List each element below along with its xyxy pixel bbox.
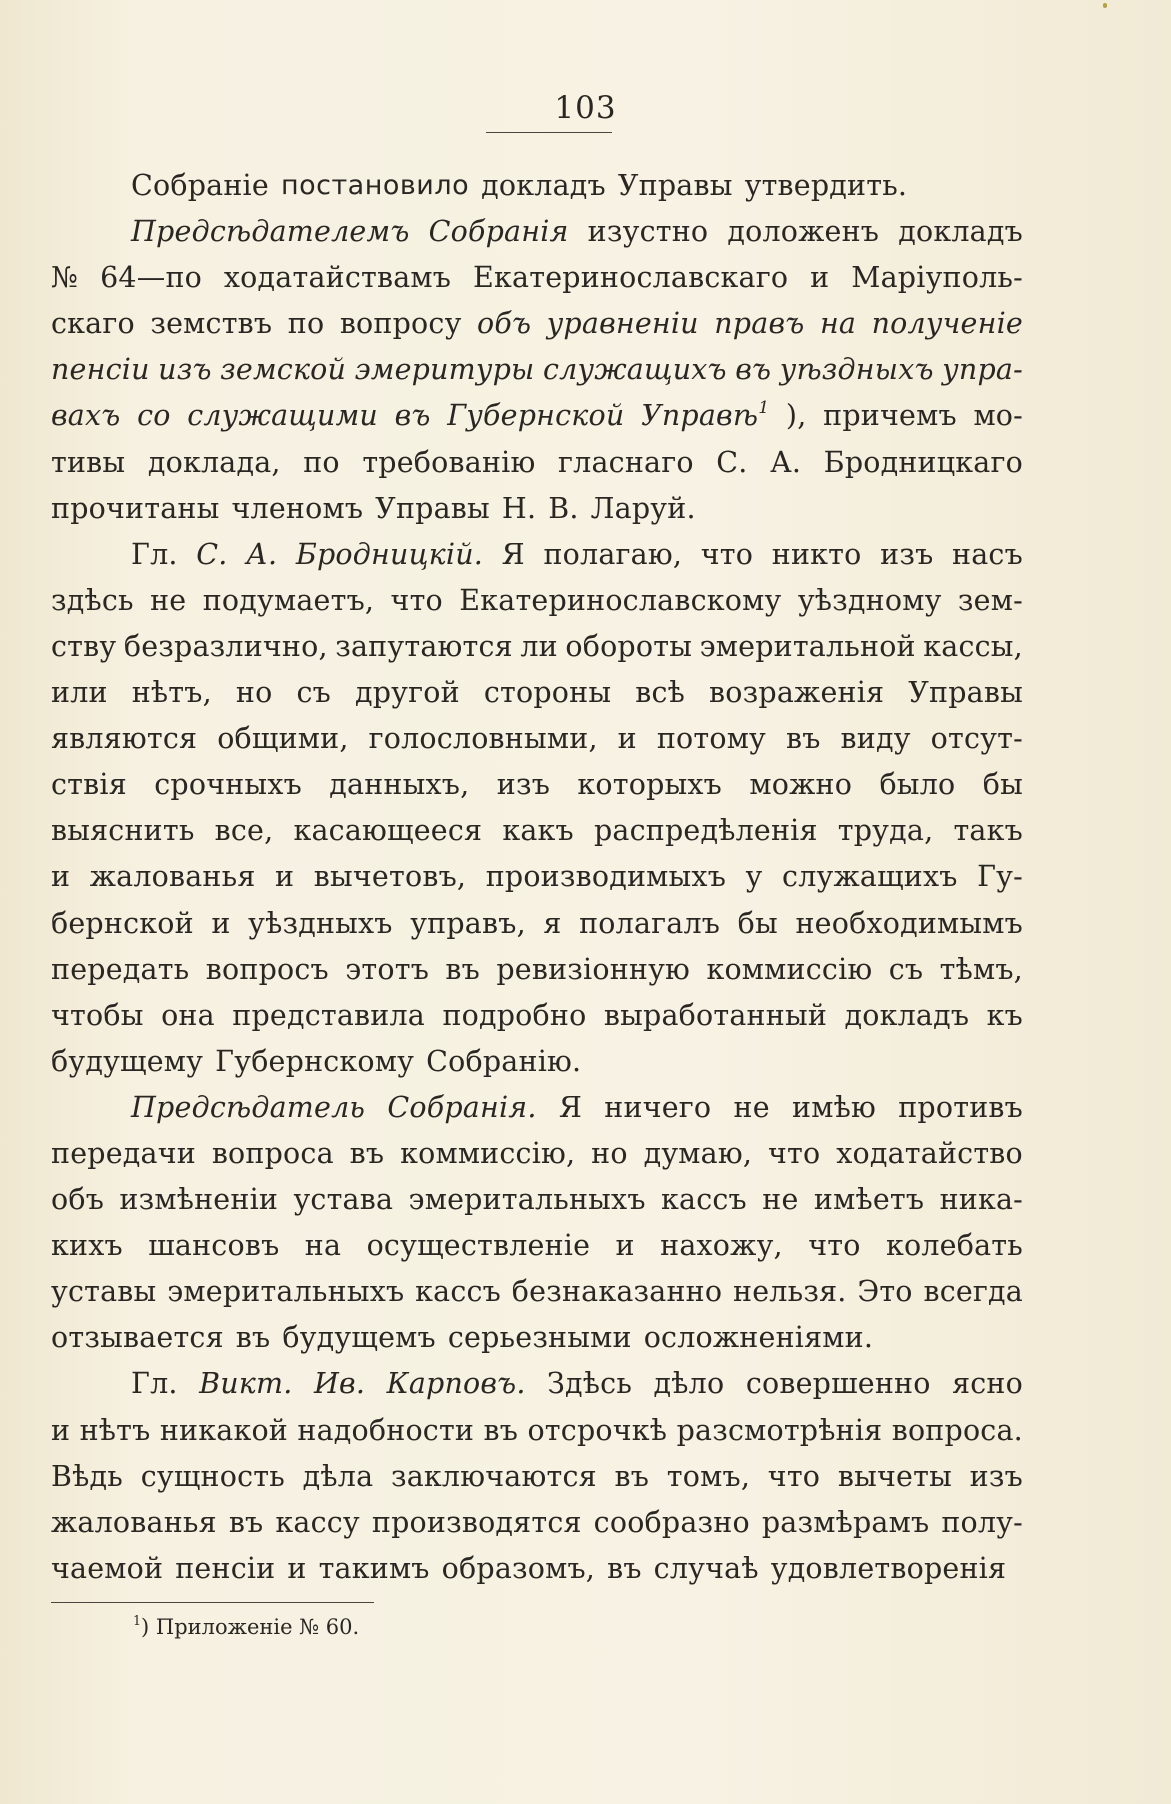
word: въ xyxy=(235,1321,271,1355)
text-line xyxy=(51,1546,1023,1592)
word: причемъ xyxy=(823,399,957,433)
word: другой xyxy=(354,676,460,710)
word: доклада, xyxy=(147,445,281,479)
word: имѣетъ xyxy=(813,1183,925,1217)
word: вопроса. xyxy=(891,1413,1023,1447)
word: необходимымъ xyxy=(795,906,1023,940)
text-line xyxy=(51,947,1023,993)
word: можно xyxy=(749,768,853,802)
text-line xyxy=(51,1454,1023,1500)
word: и xyxy=(810,261,830,295)
text-line xyxy=(51,1223,1023,1269)
word: служащими xyxy=(187,399,378,433)
word: колебать xyxy=(885,1229,1023,1263)
text-line xyxy=(51,532,1023,578)
word: не xyxy=(762,1183,799,1217)
word: въ xyxy=(735,353,772,387)
word: данныхъ, xyxy=(329,768,470,802)
word: Собранія. xyxy=(387,1090,537,1124)
word: всегда xyxy=(923,1275,1023,1309)
word: безразлично, xyxy=(123,629,328,663)
word: никто xyxy=(771,537,862,571)
word: вахъ xyxy=(51,399,121,433)
word: такимъ xyxy=(318,1551,430,1585)
word: объ xyxy=(477,307,532,341)
word: Гл. xyxy=(131,537,178,571)
word: ревизіонную xyxy=(496,952,691,986)
text-line xyxy=(51,1131,1023,1177)
word: Н. xyxy=(501,491,537,525)
word: Екатеринославскому xyxy=(459,583,782,617)
word: отзывается xyxy=(51,1321,224,1355)
text-line xyxy=(51,1085,1023,1131)
word: кассы, xyxy=(923,629,1023,663)
text-line xyxy=(51,993,1023,1039)
word: Губернской xyxy=(447,399,625,433)
word: какъ xyxy=(502,814,574,848)
word: докладъ xyxy=(481,169,606,202)
word: ли xyxy=(520,629,558,663)
word: со xyxy=(137,399,171,433)
text-line xyxy=(51,1315,1023,1361)
word: зем- xyxy=(957,583,1023,617)
word: упра- xyxy=(942,353,1023,387)
word: Карповъ. xyxy=(386,1367,526,1401)
paragraph xyxy=(51,1361,1023,1591)
word: касающееся xyxy=(293,814,483,848)
word: представила xyxy=(232,998,425,1032)
word: являются xyxy=(51,722,198,756)
text-line xyxy=(51,255,1023,301)
word: нахожу, xyxy=(660,1229,783,1263)
paragraph xyxy=(51,209,1023,532)
word: на xyxy=(819,307,857,341)
word: прочитаны xyxy=(51,491,220,525)
word: уравненіи xyxy=(546,307,699,341)
word: что xyxy=(768,1136,821,1170)
word: постановило xyxy=(280,170,470,201)
word: бы xyxy=(737,906,778,940)
word: кассъ xyxy=(415,1275,501,1309)
word: съ xyxy=(296,676,331,710)
word: выработанный xyxy=(603,998,828,1032)
word: С. xyxy=(196,537,228,571)
word: мо- xyxy=(973,399,1023,433)
text-line xyxy=(51,486,1023,532)
text-line xyxy=(51,1408,1023,1454)
word: потому xyxy=(656,722,767,756)
word: чаемой xyxy=(51,1551,164,1585)
word: срочныхъ xyxy=(154,768,302,802)
word: образомъ, xyxy=(441,1551,596,1585)
word: гласнаго xyxy=(558,445,694,479)
word: по xyxy=(287,307,325,341)
word: пенсіи xyxy=(175,1551,276,1585)
word: осложненіями. xyxy=(643,1321,874,1355)
paper-speck xyxy=(1103,3,1107,8)
word: Я xyxy=(501,537,525,571)
word: что xyxy=(808,1229,861,1263)
word: уѣздныхъ xyxy=(248,906,393,940)
paragraph xyxy=(51,532,1023,1085)
word: подробно xyxy=(442,998,587,1032)
word: кассу xyxy=(275,1505,360,1539)
word: Гу- xyxy=(977,860,1023,894)
word: В. xyxy=(548,491,579,525)
word: ), xyxy=(785,399,807,433)
word: ходатайствамъ xyxy=(223,261,452,295)
word: вопросъ xyxy=(205,952,329,986)
word: тивы xyxy=(51,445,126,479)
text-line xyxy=(51,347,1023,393)
word: въ xyxy=(607,1551,642,1585)
word: нельзя. xyxy=(733,1275,847,1309)
word: уставы xyxy=(51,1275,157,1309)
text-line xyxy=(51,1500,1023,1546)
word: думаю, xyxy=(643,1136,753,1170)
word: № xyxy=(51,261,79,295)
word: А. xyxy=(246,537,278,571)
word: Собранія xyxy=(428,215,569,249)
word: голословными, xyxy=(368,722,598,756)
word: эмеритальныхъ xyxy=(167,1275,405,1309)
word: распредѣленія xyxy=(593,814,818,848)
word: изъ xyxy=(969,1459,1023,1493)
word: Здѣсь xyxy=(547,1367,633,1401)
word: отсут- xyxy=(930,722,1023,756)
word: и xyxy=(287,1551,307,1585)
word: уѣздныхъ xyxy=(779,353,934,387)
word: Управы xyxy=(375,491,490,525)
word: эмеритальныхъ xyxy=(408,1183,646,1217)
word: но xyxy=(235,676,273,710)
word: что xyxy=(767,1459,821,1493)
word: дѣло xyxy=(653,1367,725,1401)
word: разсмотрѣнія xyxy=(676,1413,883,1447)
word: томъ, xyxy=(666,1459,751,1493)
word: полагалъ xyxy=(579,906,721,940)
footnote xyxy=(133,1612,359,1642)
word: Бродницкій. xyxy=(295,537,484,571)
word: Я xyxy=(558,1090,583,1124)
text-line xyxy=(51,901,1023,947)
text-line xyxy=(51,762,1023,808)
word: и xyxy=(51,860,71,894)
word: земствъ xyxy=(150,307,273,341)
word: къ xyxy=(986,998,1023,1032)
body-text xyxy=(51,163,1023,1592)
word: надобности xyxy=(297,1413,475,1447)
word: правъ xyxy=(714,307,805,341)
word: Бродницкаго xyxy=(823,445,1023,479)
text-line xyxy=(51,1039,1023,1085)
word: у xyxy=(745,860,763,894)
word: въ xyxy=(614,1459,650,1493)
word: доложенъ xyxy=(727,215,880,249)
word: этотъ xyxy=(345,952,430,986)
word: размѣрамъ xyxy=(761,1505,930,1539)
word: нѣтъ, xyxy=(131,676,212,710)
word: пенсіи xyxy=(51,353,150,387)
word: изустно xyxy=(587,215,709,249)
word: изъ xyxy=(496,768,551,802)
footnote-text: ) Приложеніе № 60. xyxy=(141,1615,360,1639)
word: передать xyxy=(51,952,190,986)
word: коммиссію, xyxy=(400,1136,576,1170)
text-line xyxy=(51,670,1023,716)
word: въ xyxy=(483,1413,519,1447)
word: измѣненіи xyxy=(119,1183,279,1217)
word: на xyxy=(304,1229,342,1263)
word: отсрочкѣ xyxy=(527,1413,668,1447)
word: совершенно xyxy=(745,1367,931,1401)
word: и xyxy=(211,906,231,940)
word: ясно xyxy=(952,1367,1023,1401)
word: будущему xyxy=(51,1044,204,1078)
word: Предсѣдателемъ xyxy=(131,215,410,249)
word: ничего xyxy=(604,1090,712,1124)
word: Управы xyxy=(908,676,1023,710)
word: Ларуй. xyxy=(590,491,696,525)
word: выяснить xyxy=(51,814,195,848)
word: запутаются xyxy=(335,629,513,663)
word: кассъ xyxy=(661,1183,747,1217)
text-line xyxy=(51,393,1023,439)
word: въ xyxy=(445,952,480,986)
text-line xyxy=(51,301,1023,347)
word: такъ xyxy=(953,814,1023,848)
word: нѣтъ xyxy=(79,1413,151,1447)
word: но xyxy=(591,1136,628,1170)
word: не xyxy=(733,1090,770,1124)
word: чтобы xyxy=(51,998,144,1032)
word: подумаетъ, xyxy=(202,583,375,617)
word: что xyxy=(390,583,443,617)
word: кихъ xyxy=(51,1229,123,1263)
word: возраженія xyxy=(709,676,885,710)
word: А. xyxy=(770,445,802,479)
word: Маріуполь- xyxy=(851,261,1023,295)
word: Вѣдь xyxy=(51,1459,123,1493)
word: и xyxy=(617,722,637,756)
word: и xyxy=(615,1229,635,1263)
word: полу- xyxy=(941,1505,1023,1539)
word: серьезными xyxy=(447,1321,632,1355)
word: въ xyxy=(394,399,431,433)
word: бы xyxy=(982,768,1023,802)
word: докладъ xyxy=(898,215,1023,249)
word: Управы xyxy=(617,169,733,202)
word: она xyxy=(161,998,215,1032)
word: Гл. xyxy=(131,1367,178,1401)
paragraph xyxy=(51,163,1023,209)
word: здѣсь xyxy=(51,583,134,617)
word: я xyxy=(543,906,562,940)
word: 64—по xyxy=(100,261,202,295)
word: Викт. xyxy=(199,1367,293,1401)
word: жалованья xyxy=(89,860,256,894)
word: и xyxy=(275,860,295,894)
word: въ xyxy=(785,722,821,756)
word: объ xyxy=(51,1183,105,1217)
text-line xyxy=(51,808,1023,854)
word: утвердить. xyxy=(744,169,908,202)
word: будущемъ xyxy=(282,1321,436,1355)
text-line xyxy=(51,440,1023,486)
word: никакой xyxy=(159,1413,289,1447)
word: Собранію. xyxy=(426,1044,582,1078)
word: не xyxy=(150,583,187,617)
word: производимыхъ xyxy=(485,860,727,894)
word: Предсѣдатель xyxy=(131,1090,366,1124)
word: насъ xyxy=(952,537,1023,571)
word: передачи xyxy=(51,1136,196,1170)
word: обороты xyxy=(565,629,693,663)
word: служащихъ xyxy=(782,860,958,894)
word: сообразно xyxy=(593,1505,750,1539)
text-line xyxy=(51,854,1023,900)
word: скаго xyxy=(51,307,135,341)
word: вычетовъ, xyxy=(313,860,467,894)
word: или xyxy=(51,676,108,710)
text-line xyxy=(51,1177,1023,1223)
word: устава xyxy=(293,1183,394,1217)
word: вычеты xyxy=(837,1459,952,1493)
page-number: 103 xyxy=(554,90,617,126)
word: все, xyxy=(214,814,274,848)
word: виду xyxy=(840,722,911,756)
word: служащихъ xyxy=(542,353,727,387)
word: ству xyxy=(51,629,117,663)
word: ника- xyxy=(939,1183,1023,1217)
word: коммиссію xyxy=(706,952,873,986)
text-line xyxy=(51,1361,1023,1407)
word: въ xyxy=(228,1505,264,1539)
word: ствія xyxy=(51,768,127,802)
word: въ xyxy=(349,1136,385,1170)
word: полученіе xyxy=(871,307,1023,341)
word: тѣмъ, xyxy=(939,952,1023,986)
word: бернской xyxy=(51,906,194,940)
word: что xyxy=(700,537,754,571)
text-line xyxy=(51,624,1023,670)
word: жалованья xyxy=(51,1505,217,1539)
word: Управѣ$^1$ xyxy=(641,398,770,433)
word: шансовъ xyxy=(148,1229,280,1263)
word: вопросу xyxy=(339,307,462,341)
paragraph xyxy=(51,1085,1023,1362)
word: которыхъ xyxy=(577,768,723,802)
footnote-rule xyxy=(51,1602,374,1603)
word: Это xyxy=(857,1275,913,1309)
word: и xyxy=(51,1413,71,1447)
word: эмеритальной xyxy=(699,629,916,663)
text-line xyxy=(51,163,1023,209)
word: управъ, xyxy=(410,906,526,940)
word: требованію xyxy=(362,445,536,479)
footnote-marker: 1 xyxy=(133,1613,142,1629)
page-number-rule xyxy=(486,132,612,133)
word: безнаказанно xyxy=(511,1275,723,1309)
text-line xyxy=(51,1269,1023,1315)
word: эмеритуры xyxy=(354,353,535,387)
word: изъ xyxy=(880,537,934,571)
word: осуществленіе xyxy=(366,1229,591,1263)
word: Екатеринославскаго xyxy=(473,261,789,295)
word: труда, xyxy=(837,814,934,848)
word: съ xyxy=(888,952,924,986)
word: общими, xyxy=(217,722,349,756)
word: по xyxy=(303,445,340,479)
word: всѣ xyxy=(635,676,686,710)
word: Губернскому xyxy=(215,1044,415,1078)
text-line xyxy=(51,578,1023,624)
word: докладъ xyxy=(844,998,970,1032)
footnote-reference: 1 xyxy=(758,398,770,419)
text-line xyxy=(51,209,1023,255)
word: производятся xyxy=(371,1505,582,1539)
word: удовлетворенія xyxy=(770,1551,1007,1585)
word: противъ xyxy=(898,1090,1023,1124)
word: ходатайство xyxy=(836,1136,1023,1170)
word: С. xyxy=(716,445,748,479)
word: стороны xyxy=(483,676,612,710)
word: изъ xyxy=(158,353,212,387)
word: сущность xyxy=(140,1459,285,1493)
word: Ив. xyxy=(313,1367,366,1401)
word: вопроса xyxy=(211,1136,334,1170)
word: уѣздному xyxy=(797,583,942,617)
word: имѣю xyxy=(792,1090,876,1124)
word: членомъ xyxy=(231,491,364,525)
word: дѣла xyxy=(302,1459,374,1493)
word: случаѣ xyxy=(653,1551,759,1585)
word: было xyxy=(879,768,956,802)
word: Собраніе xyxy=(131,169,269,202)
word: земской xyxy=(220,353,347,387)
word: полагаю, xyxy=(543,537,683,571)
word: заключаются xyxy=(390,1459,597,1493)
text-line xyxy=(51,716,1023,762)
